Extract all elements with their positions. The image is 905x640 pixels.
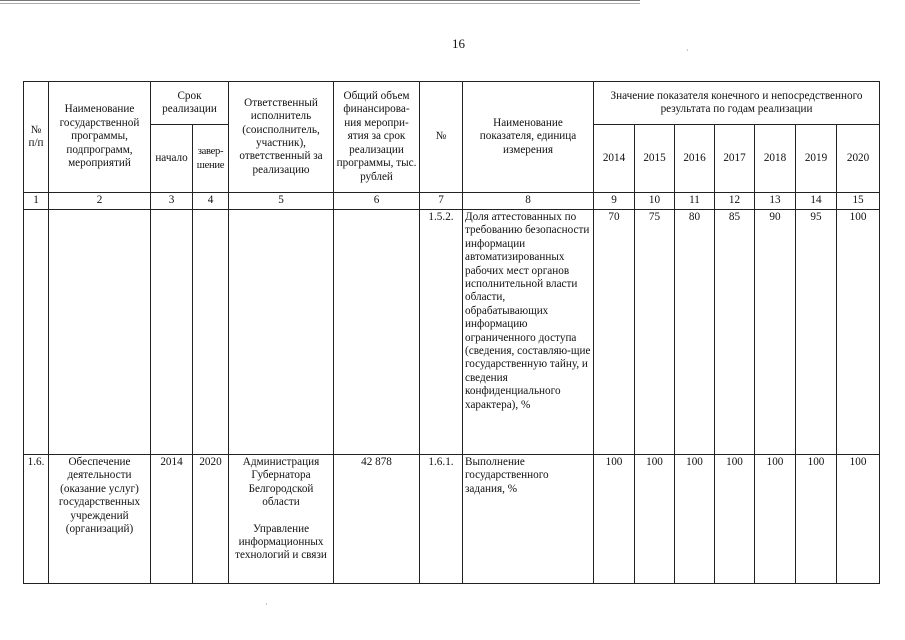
row-funding xyxy=(334,210,420,455)
page-number: 16 xyxy=(452,36,465,51)
row-program-name xyxy=(49,210,151,455)
column-number: 14 xyxy=(796,193,837,210)
header-start: начало xyxy=(151,125,193,193)
row-start xyxy=(151,210,193,455)
column-number: 1 xyxy=(24,193,49,210)
header-indicator-name: Наименование показателя, единица измерения xyxy=(463,82,594,193)
column-number: 2 xyxy=(49,193,151,210)
row-program-name: Обеспечение деятельности (оказание услуг) государственных учреждений (организаций) xyxy=(49,455,151,584)
column-number: 15 xyxy=(837,193,880,210)
row-value: 100 xyxy=(837,210,880,455)
header-program-name: Наименование государственной программы, подпрограмм, мероприятий xyxy=(49,82,151,193)
header-funding: Общий объем финансирова-ния меропри-ятия за срок реализации программы, тыс. рублей xyxy=(334,82,420,193)
column-number: 11 xyxy=(675,193,715,210)
row-value: 90 xyxy=(755,210,796,455)
row-end xyxy=(193,210,229,455)
row-end: 2020 xyxy=(193,455,229,584)
row-value: 100 xyxy=(675,455,715,584)
row-responsible xyxy=(229,210,334,455)
indicator-table xyxy=(23,81,880,584)
row-no: 1.6. xyxy=(24,455,49,584)
row-value: 100 xyxy=(715,455,755,584)
column-number: 9 xyxy=(594,193,635,210)
header-indicator-no: № xyxy=(420,82,463,193)
header-end: завер-шение xyxy=(193,125,229,193)
row-indicator-no: 1.5.2. xyxy=(420,210,463,455)
column-number: 13 xyxy=(755,193,796,210)
header-no: № п/п xyxy=(24,82,49,193)
header-year: 2020 xyxy=(837,125,880,193)
row-indicator-name: Выполнение государственного задания, % xyxy=(463,455,594,584)
responsible-primary: Администрация Губернатора Белгородской области xyxy=(242,456,320,509)
row-indicator-no: 1.6.1. xyxy=(420,455,463,584)
table-row xyxy=(24,455,880,584)
top-border-line-2 xyxy=(0,3,640,4)
row-value: 95 xyxy=(796,210,837,455)
row-start: 2014 xyxy=(151,455,193,584)
row-value: 70 xyxy=(594,210,635,455)
row-responsible xyxy=(229,455,334,584)
column-number: 12 xyxy=(715,193,755,210)
column-number: 4 xyxy=(193,193,229,210)
header-year: 2014 xyxy=(594,125,635,193)
column-number: 10 xyxy=(635,193,675,210)
scan-speck: · xyxy=(265,600,268,609)
row-value: 75 xyxy=(635,210,675,455)
row-value: 100 xyxy=(594,455,635,584)
header-year: 2018 xyxy=(755,125,796,193)
column-number-row xyxy=(24,193,880,210)
header-responsible: Ответственный исполнитель (соисполнитель, участник), ответственный за реализацию xyxy=(229,82,334,193)
row-value: 100 xyxy=(796,455,837,584)
header-year: 2016 xyxy=(675,125,715,193)
column-number: 5 xyxy=(229,193,334,210)
header-values: Значение показателя конечного и непосредственного результата по годам реализации xyxy=(594,82,880,125)
row-value: 100 xyxy=(635,455,675,584)
column-number: 8 xyxy=(463,193,594,210)
column-number: 6 xyxy=(334,193,420,210)
scan-speck: · xyxy=(686,46,689,55)
row-value: 100 xyxy=(755,455,796,584)
header-year: 2019 xyxy=(796,125,837,193)
column-number: 7 xyxy=(420,193,463,210)
row-value: 100 xyxy=(837,455,880,584)
responsible-secondary: Управление информационных технологий и связи xyxy=(235,522,327,562)
top-border-line xyxy=(0,0,640,1)
column-number: 3 xyxy=(151,193,193,210)
header-year: 2015 xyxy=(635,125,675,193)
header-period: Срок реализации xyxy=(151,82,229,125)
row-value: 80 xyxy=(675,210,715,455)
row-funding: 42 878 xyxy=(334,455,420,584)
row-indicator-name: Доля аттестованных по требованию безопасности информации автоматизированных рабочих мест органов исполнительной власти области, обрабатывающих информацию ограниченного доступа (сведения, составляю-щие государственную тайну, и сведения конфиденциального характера), % xyxy=(463,210,594,455)
header-year: 2017 xyxy=(715,125,755,193)
row-value: 85 xyxy=(715,210,755,455)
row-no xyxy=(24,210,49,455)
table-row xyxy=(24,210,880,455)
